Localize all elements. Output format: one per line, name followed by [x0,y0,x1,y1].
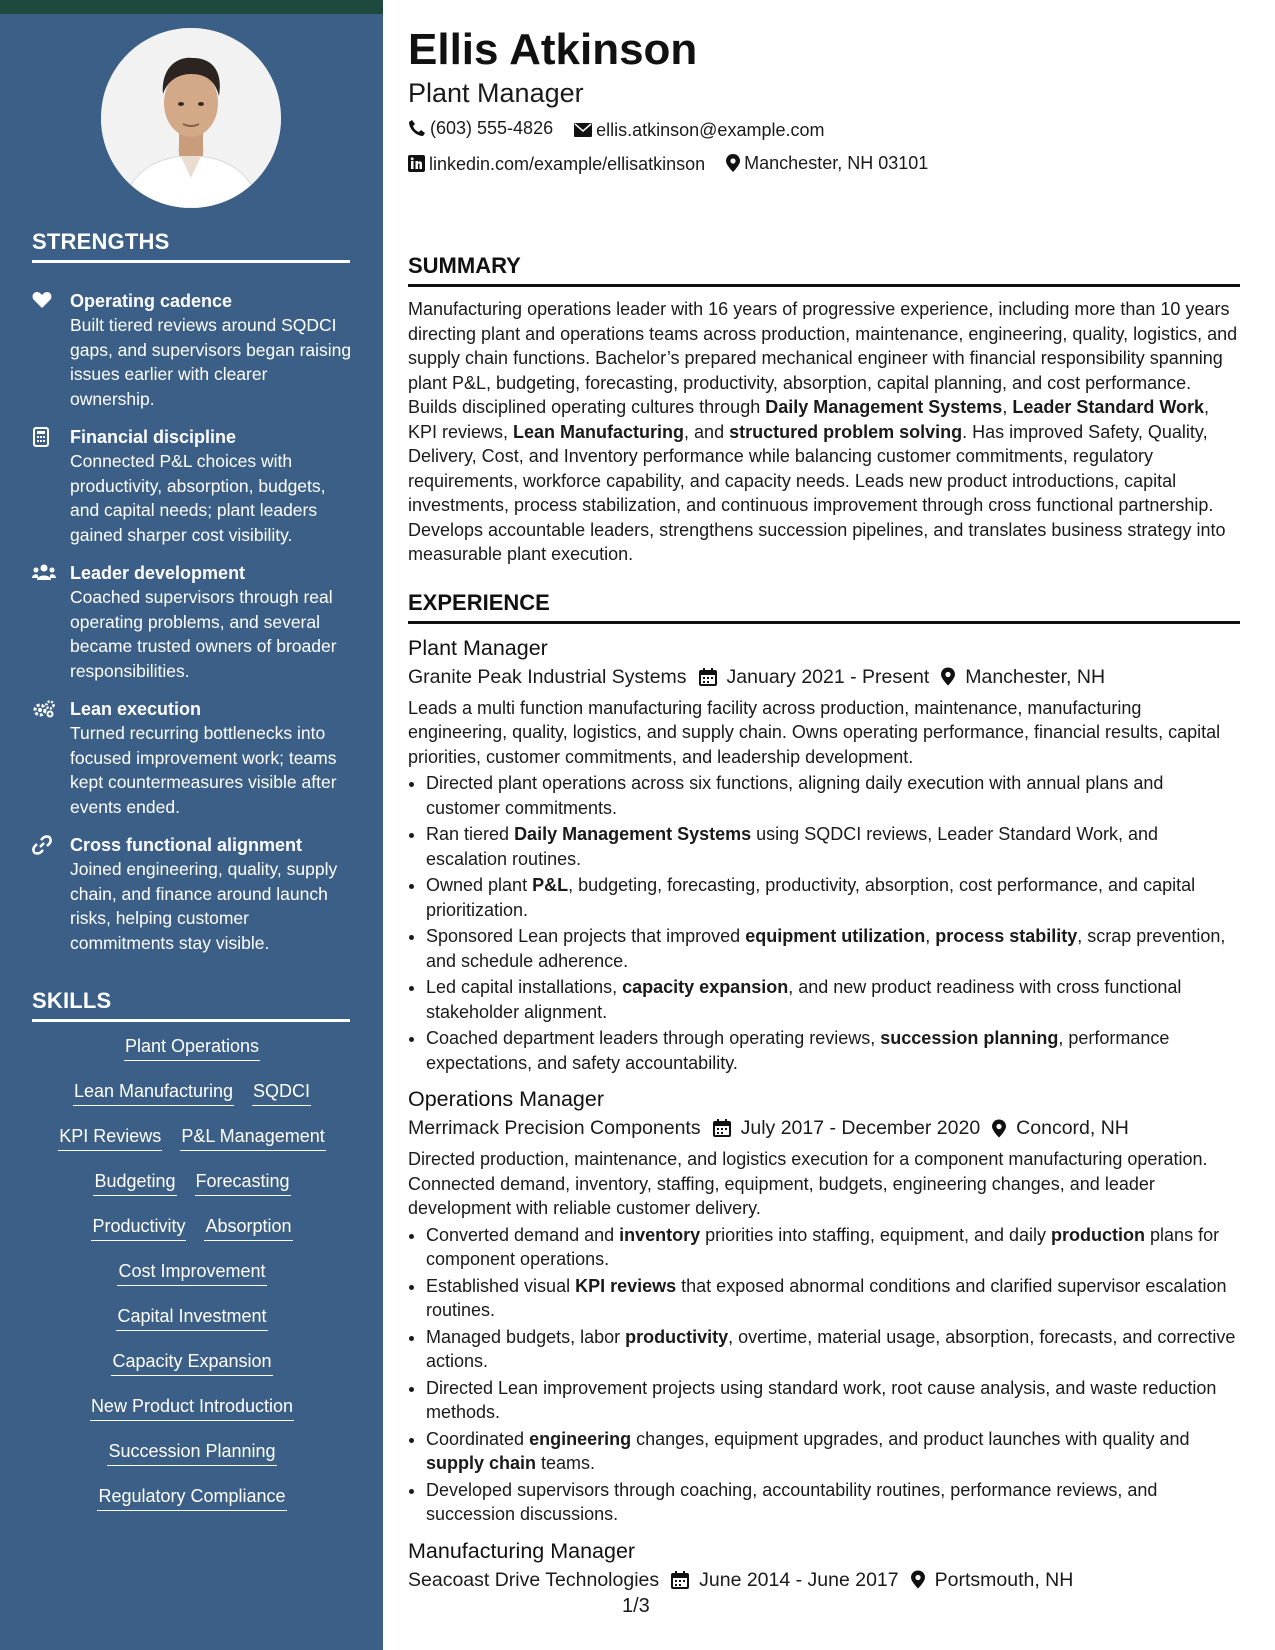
text-run: Developed supervisors through coaching, accountability routines, performance reviews, and succession discussions. [426,1479,1158,1524]
text-run: teams. [536,1453,596,1473]
skill-tag: Forecasting [195,1169,291,1196]
skill-row [32,1214,352,1259]
strength-desc: Built tiered reviews around SQDCI gaps, and supervisors began raising issues earlier with clearer ownership. [70,315,352,409]
strength-item [32,833,352,955]
text-run: Sponsored Lean projects that improved [426,926,746,946]
calculator-icon [32,427,54,447]
email-contact[interactable] [574,114,824,146]
text-run: Coached department leaders through operating reviews, [426,1028,881,1048]
job-entry [408,1537,1240,1595]
strength-title: Financial discipline [70,427,237,447]
location-text: Manchester, NH 03101 [744,153,929,173]
map-pin-icon [911,1570,925,1589]
skill-tag: Cost Improvement [117,1259,266,1286]
skills-heading: SKILLS [32,988,350,1022]
text-run: , and new product readiness with cross functional stakeholder alignment. [426,977,1182,1022]
skill-tag: SQDCI [252,1079,311,1106]
text-run: , and [684,421,730,442]
link-icon [32,835,54,855]
skill-tag: Regulatory Compliance [97,1484,286,1511]
text-run: that exposed abnormal conditions and clarified supervisor escalation routines. [426,1275,1227,1320]
bullet-item [426,1478,1240,1527]
job-location [911,1565,1074,1595]
linkedin-url: linkedin.com/example/ellisatkinson [429,153,706,174]
job-location [992,1113,1129,1143]
text-run: , budgeting, forecasting, productivity, absorption, cost performance, and capital prioritization. [426,875,1196,920]
text-run: Manufacturing operations leader with 16 years of progressive experience, including more than 10 years directing plant and operations teams across production, maintenance, engineering, quality, logistics, and supply chain functions. Bachelor’s prepared mechanical engineer with financial responsibility spanning plant P&L, budgeting, forecasting, productivity, absorption, capital planning, and cost performance. Builds disciplined operating cultures through [408,299,1238,417]
job-description: Leads a multi function manufacturing facility across production, maintenance, manufacturing engineering, quality, logistics, and supply chain. Owns operating performance, financial results, capital priorities, customer commitments, and leadership development. [408,697,1221,767]
bullet-item [426,1026,1240,1075]
strength-title: Operating cadence [70,291,233,311]
bullet-item [426,975,1240,1024]
location-contact [726,147,928,179]
skill-tag: Lean Manufacturing [73,1079,234,1106]
phone-number: (603) 555-4826 [430,118,554,138]
job-meta [408,1113,1240,1143]
text-run: . Has improved Safety, Quality, Delivery, Cost, and Inventory performance while balancing customer commitments, regulatory requirements, workforce capability, and capacity needs. Leads new product introductions, capital investments, process stabilization, and continuous improvement through cross functional partnership. Develops accountable leaders, strengthens succession pipelines, and translates business strategy into measurable plant execution. [408,421,1226,564]
skill-row [32,1439,352,1484]
sidebar-top-accent [0,0,383,14]
summary-heading: SUMMARY [408,252,1240,287]
strength-desc: Turned recurring bottlenecks into focused improvement work; teams kept countermeasures visible after events ended. [70,723,337,817]
bullet-item [426,771,1240,820]
experience-list [408,634,1240,1595]
company-name: Granite Peak Industrial Systems [408,665,687,688]
text-run: , KPI reviews, [408,397,1210,442]
avatar [101,28,281,208]
text-run: changes, equipment upgrades, and product launches with quality and [631,1428,1190,1449]
job-bullets [408,771,1240,1075]
bold-phrase: Daily Management Systems [514,824,752,844]
strength-title: Leader development [70,563,246,583]
users-icon [32,563,54,583]
text-run: Established visual [426,1275,576,1296]
candidate-title: Plant Manager [408,78,584,108]
phone-icon [408,119,426,137]
location-text: Manchester, NH [965,665,1106,688]
candidate-name: Ellis Atkinson [408,25,698,74]
job-location [941,662,1105,692]
text-run: plans for component operations. [426,1224,1220,1269]
bold-phrase: inventory [619,1224,701,1245]
text-run: , performance expectations, and safety accountability. [426,1028,1170,1073]
skill-tag: Capital Investment [116,1304,267,1331]
skill-tag: Succession Planning [107,1439,276,1466]
strengths-list [32,289,352,969]
strength-item [32,289,352,411]
strength-item [32,561,352,683]
job-dates [671,1565,899,1595]
text-run: Coordinated [426,1428,530,1449]
skill-row [32,1484,352,1529]
experience-heading: EXPERIENCE [408,589,1240,624]
strength-desc: Connected P&L choices with productivity, absorption, budgets, and capital needs; plant leaders gained sharper cost visibility. [70,451,326,545]
skill-row [32,1259,352,1304]
skill-row [32,1124,352,1169]
bold-phrase: structured problem solving [729,421,963,442]
text-run: Managed budgets, labor [426,1326,626,1347]
skill-row [32,1349,352,1394]
envelope-icon [574,123,592,137]
bold-phrase: engineering [529,1428,632,1449]
strength-desc: Coached supervisors through real operating problems, and several became trusted owners of broader responsibilities. [70,587,337,681]
email-address: ellis.atkinson@example.com [596,120,825,140]
bullet-item [426,1427,1240,1476]
text-run: Directed plant operations across six functions, aligning daily execution with annual plans and customer commitments. [426,773,1164,818]
bold-phrase: supply chain [426,1453,537,1473]
text-run: using SQDCI reviews, Leader Standard Work, and escalation routines. [426,824,1159,869]
bold-phrase: P&L [532,875,569,895]
bullet-item [426,924,1240,973]
dates-text: January 2021 - Present [726,665,930,688]
skill-tag: New Product Introduction [90,1394,294,1421]
gears-icon [32,699,54,719]
calendar-icon [713,1119,731,1137]
sidebar [0,14,383,1650]
bold-phrase: Lean Manufacturing [513,421,685,442]
strength-item [32,697,352,819]
bold-phrase: process stability [935,926,1078,946]
text-run: , [1002,397,1013,417]
bold-phrase: Leader Standard Work [1012,397,1205,417]
bold-phrase: Daily Management Systems [765,397,1003,417]
map-pin-icon [992,1119,1006,1138]
job-dates [713,1113,981,1143]
bullet-item [426,1376,1240,1425]
skill-tag: Absorption [204,1214,292,1241]
job-title: Plant Manager [408,635,548,660]
company-name: Merrimack Precision Components [408,1117,701,1139]
bold-phrase: KPI reviews [575,1275,677,1296]
job-description: Directed production, maintenance, and logistics execution for a component manufacturing operation. Connected demand, inventory, staffing, equipment, budgets, engineering changes, and leader development with reliable customer delivery. [408,1149,1208,1218]
job-meta [408,1565,1240,1595]
text-run: Led capital installations, [426,977,623,997]
calendar-icon [671,1571,689,1589]
location-text: Portsmouth, NH [934,1568,1074,1591]
phone-contact[interactable] [408,112,553,144]
map-pin-icon [726,154,740,172]
skill-row [32,1034,352,1079]
bullet-item [426,822,1240,871]
skill-tag: Budgeting [93,1169,176,1196]
company-name: Seacoast Drive Technologies [408,1568,660,1591]
strengths-heading: STRENGTHS [32,229,350,263]
linkedin-contact[interactable] [408,148,705,180]
job-entry [408,1085,1240,1527]
job-title: Manufacturing Manager [408,1538,636,1563]
bold-phrase: equipment utilization [745,926,926,946]
job-meta [408,662,1240,692]
text-run: Owned plant [426,875,533,895]
linkedin-icon [408,155,425,172]
text-run: , overtime, material usage, absorption, forecasts, and corrective actions. [426,1326,1236,1371]
bold-phrase: succession planning [880,1028,1059,1048]
skill-row [32,1079,352,1124]
skill-tag: P&L Management [180,1124,325,1151]
bullet-item [426,1325,1240,1374]
skill-row [32,1394,352,1439]
dates-text: July 2017 - December 2020 [740,1117,981,1139]
bold-phrase: production [1051,1224,1146,1245]
strength-desc: Joined engineering, quality, supply chain, and finance around launch risks, helping customer commitments stay visible. [70,859,338,953]
heart-icon [32,291,54,311]
skill-row [32,1304,352,1349]
map-pin-icon [941,667,955,686]
job-entry [408,634,1240,1076]
skill-row [32,1169,352,1214]
skill-tag: Capacity Expansion [111,1349,272,1376]
strength-item [32,425,352,547]
job-title: Operations Manager [408,1087,604,1111]
text-run: Converted demand and [426,1224,620,1245]
bold-phrase: productivity [625,1326,729,1347]
main-content [408,20,1240,1595]
skill-tag: KPI Reviews [58,1124,162,1151]
text-run: priorities into staffing, equipment, and daily [700,1224,1052,1245]
text-run: , scrap prevention, and schedule adherence. [426,926,1226,971]
skills-list [32,1034,352,1529]
bullet-item [426,1223,1240,1272]
text-run: , [925,926,936,946]
job-dates [699,662,930,692]
profile-photo [101,28,281,208]
dates-text: June 2014 - June 2017 [699,1568,899,1591]
skill-tag: Productivity [91,1214,186,1241]
contact-info [408,112,1240,182]
bold-phrase: capacity expansion [622,977,789,997]
location-text: Concord, NH [1016,1117,1129,1139]
calendar-icon [699,668,717,686]
summary-text [408,297,1240,567]
bullet-item [426,873,1240,922]
job-bullets [408,1223,1240,1527]
bullet-item [426,1274,1240,1323]
skill-tag: Plant Operations [124,1034,260,1061]
text-run: Directed Lean improvement projects using standard work, root cause analysis, and waste reduction methods. [426,1377,1217,1422]
page-indicator: 1/3 [622,1595,650,1617]
strength-title: Cross functional alignment [70,835,303,855]
text-run: Ran tiered [426,824,515,844]
strength-title: Lean execution [70,699,202,719]
